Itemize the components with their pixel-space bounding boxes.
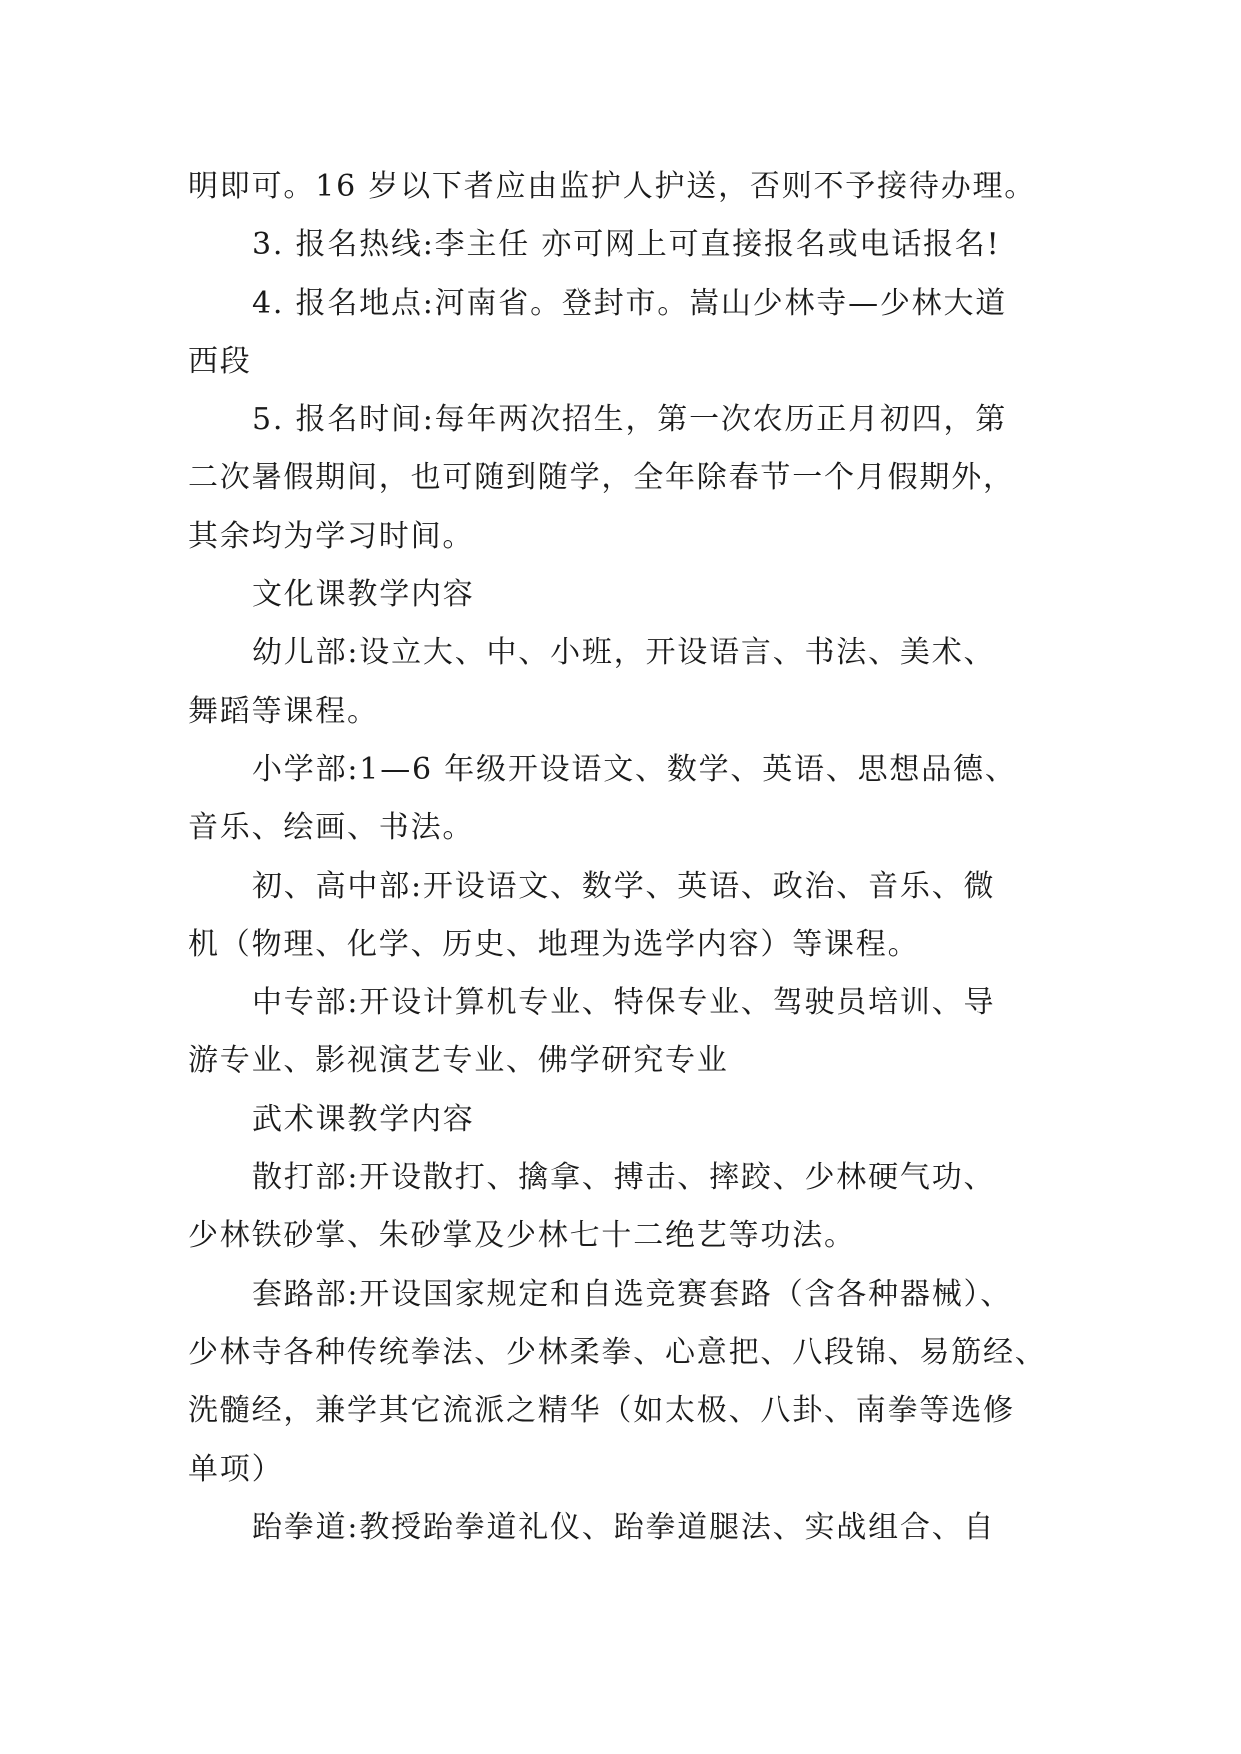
text-line: 西段 <box>188 343 252 379</box>
text-line: 游专业、影视演艺专业、佛学研究专业 <box>188 1043 729 1079</box>
text-line: 跆拳道:教授跆拳道礼仪、跆拳道腿法、实战组合、自 <box>252 1509 996 1545</box>
text-line: 单项） <box>188 1451 284 1487</box>
text-line: 武术课教学内容 <box>252 1101 475 1137</box>
text-line: 二次暑假期间，也可随到随学，全年除春节一个月假期外， <box>188 460 1015 496</box>
text-line: 3. 报名热线:李主任 亦可网上可直接报名或电话报名! <box>252 227 1001 263</box>
text-line: 散打部:开设散打、擒拿、搏击、摔跤、少林硬气功、 <box>252 1160 996 1196</box>
text-line: 机（物理、化学、历史、地理为选学内容）等课程。 <box>188 926 920 962</box>
text-line: 明即可。16 岁以下者应由监护人护送，否则不予接待办理。 <box>188 169 1037 204</box>
text-line: 4. 报名地点:河南省。登封市。嵩山少林寺—少林大道 <box>252 285 1008 321</box>
text-line: 少林铁砂掌、朱砂掌及少林七十二绝艺等功法。 <box>188 1218 856 1254</box>
text-line: 洗髓经，兼学其它流派之精华（如太极、八卦、南拳等选修 <box>188 1393 1015 1429</box>
text-line: 小学部:1—6 年级开设语文、数学、英语、思想品德、 <box>252 751 1017 787</box>
body-text <box>188 158 1048 1557</box>
text-line: 幼儿部:设立大、中、小班，开设语言、书法、美术、 <box>252 635 996 671</box>
text-line: 文化课教学内容 <box>252 577 475 613</box>
text-line: 套路部:开设国家规定和自选竞赛套路（含各种器械）、 <box>252 1276 1013 1312</box>
text-line: 5. 报名时间:每年两次招生，第一次农历正月初四，第 <box>252 402 1008 438</box>
text-line: 中专部:开设计算机专业、特保专业、驾驶员培训、导 <box>252 985 996 1021</box>
text-line: 其余均为学习时间。 <box>188 518 475 554</box>
text-line: 初、高中部:开设语文、数学、英语、政治、音乐、微 <box>252 868 996 904</box>
text-line: 少林寺各种传统拳法、少林柔拳、心意把、八段锦、易筋经、 <box>188 1334 1047 1370</box>
text-line: 舞蹈等课程。 <box>188 693 379 729</box>
text-line: 音乐、绘画、书法。 <box>188 810 475 846</box>
